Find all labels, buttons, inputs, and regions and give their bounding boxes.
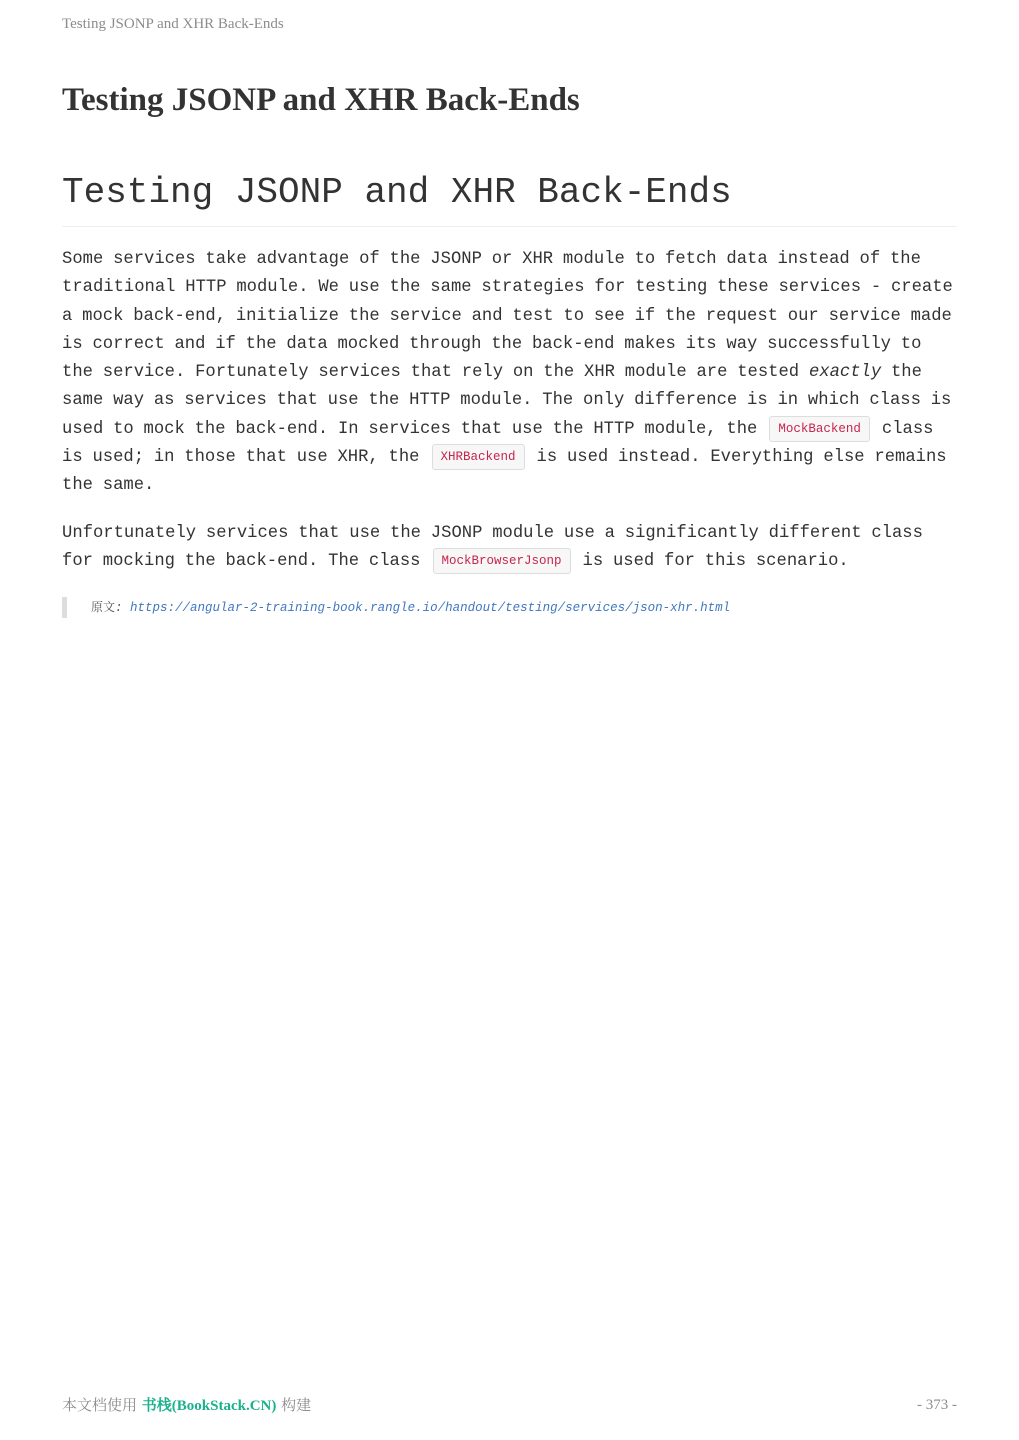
article-content: [62, 168, 957, 618]
source-blockquote: [62, 597, 957, 618]
footer-suffix: 构建: [276, 1396, 312, 1414]
paragraph-jsonp-mock: [62, 520, 957, 577]
footer-brand-link[interactable]: 书栈(BookStack.CN): [141, 1398, 277, 1414]
paragraph-text: the same way as services that use the HTTP module. The only difference is in which class is used to mock the back-end. In services that use the HTTP module, the: [62, 363, 952, 439]
section-title: Testing JSONP and XHR Back-Ends: [62, 168, 957, 227]
paragraph-text: Unfortunately services that use the JSONP module use a significantly different class for mocking the back-end. The class: [62, 523, 923, 571]
paragraph-text: is used for this scenario.: [582, 551, 849, 571]
source-separator: :: [115, 601, 131, 616]
code-xhrbackend: XHRBackend: [432, 444, 525, 470]
paragraph-jsonp-xhr-intro: [62, 246, 957, 501]
chapter-title: Testing JSONP and XHR Back-Ends: [62, 82, 580, 118]
source-label: 原文: [91, 600, 116, 615]
code-mockbackend: MockBackend: [769, 416, 870, 442]
page-number: - 373 -: [917, 1397, 957, 1413]
code-mockbrowserjsonp: MockBrowserJsonp: [433, 548, 571, 574]
footer-credit: [62, 1395, 311, 1416]
running-header: Testing JSONP and XHR Back-Ends: [62, 16, 284, 32]
footer-prefix: 本文档使用: [62, 1396, 142, 1414]
emphasis-text: exactly: [808, 363, 882, 383]
paragraph-text: Some services take advantage of the JSONP or XHR module to fetch data instead of the traditional HTTP module. We use the same strategies for testing these services - create a mock back-end, initialize the service and test to see if the request our service made is correct and if the data mocked through the back-end makes its way successfully to the service. Fortunately services that rely on the XHR module are tested: [62, 250, 953, 383]
source-link[interactable]: https://angular-2-training-book.rangle.io/handout/testing/services/json-xhr.html: [130, 601, 731, 616]
paragraph-text: is used instead. Everything else remains the same.: [62, 448, 947, 496]
paragraph-text: class is used; in those that use XHR, the: [62, 419, 934, 468]
